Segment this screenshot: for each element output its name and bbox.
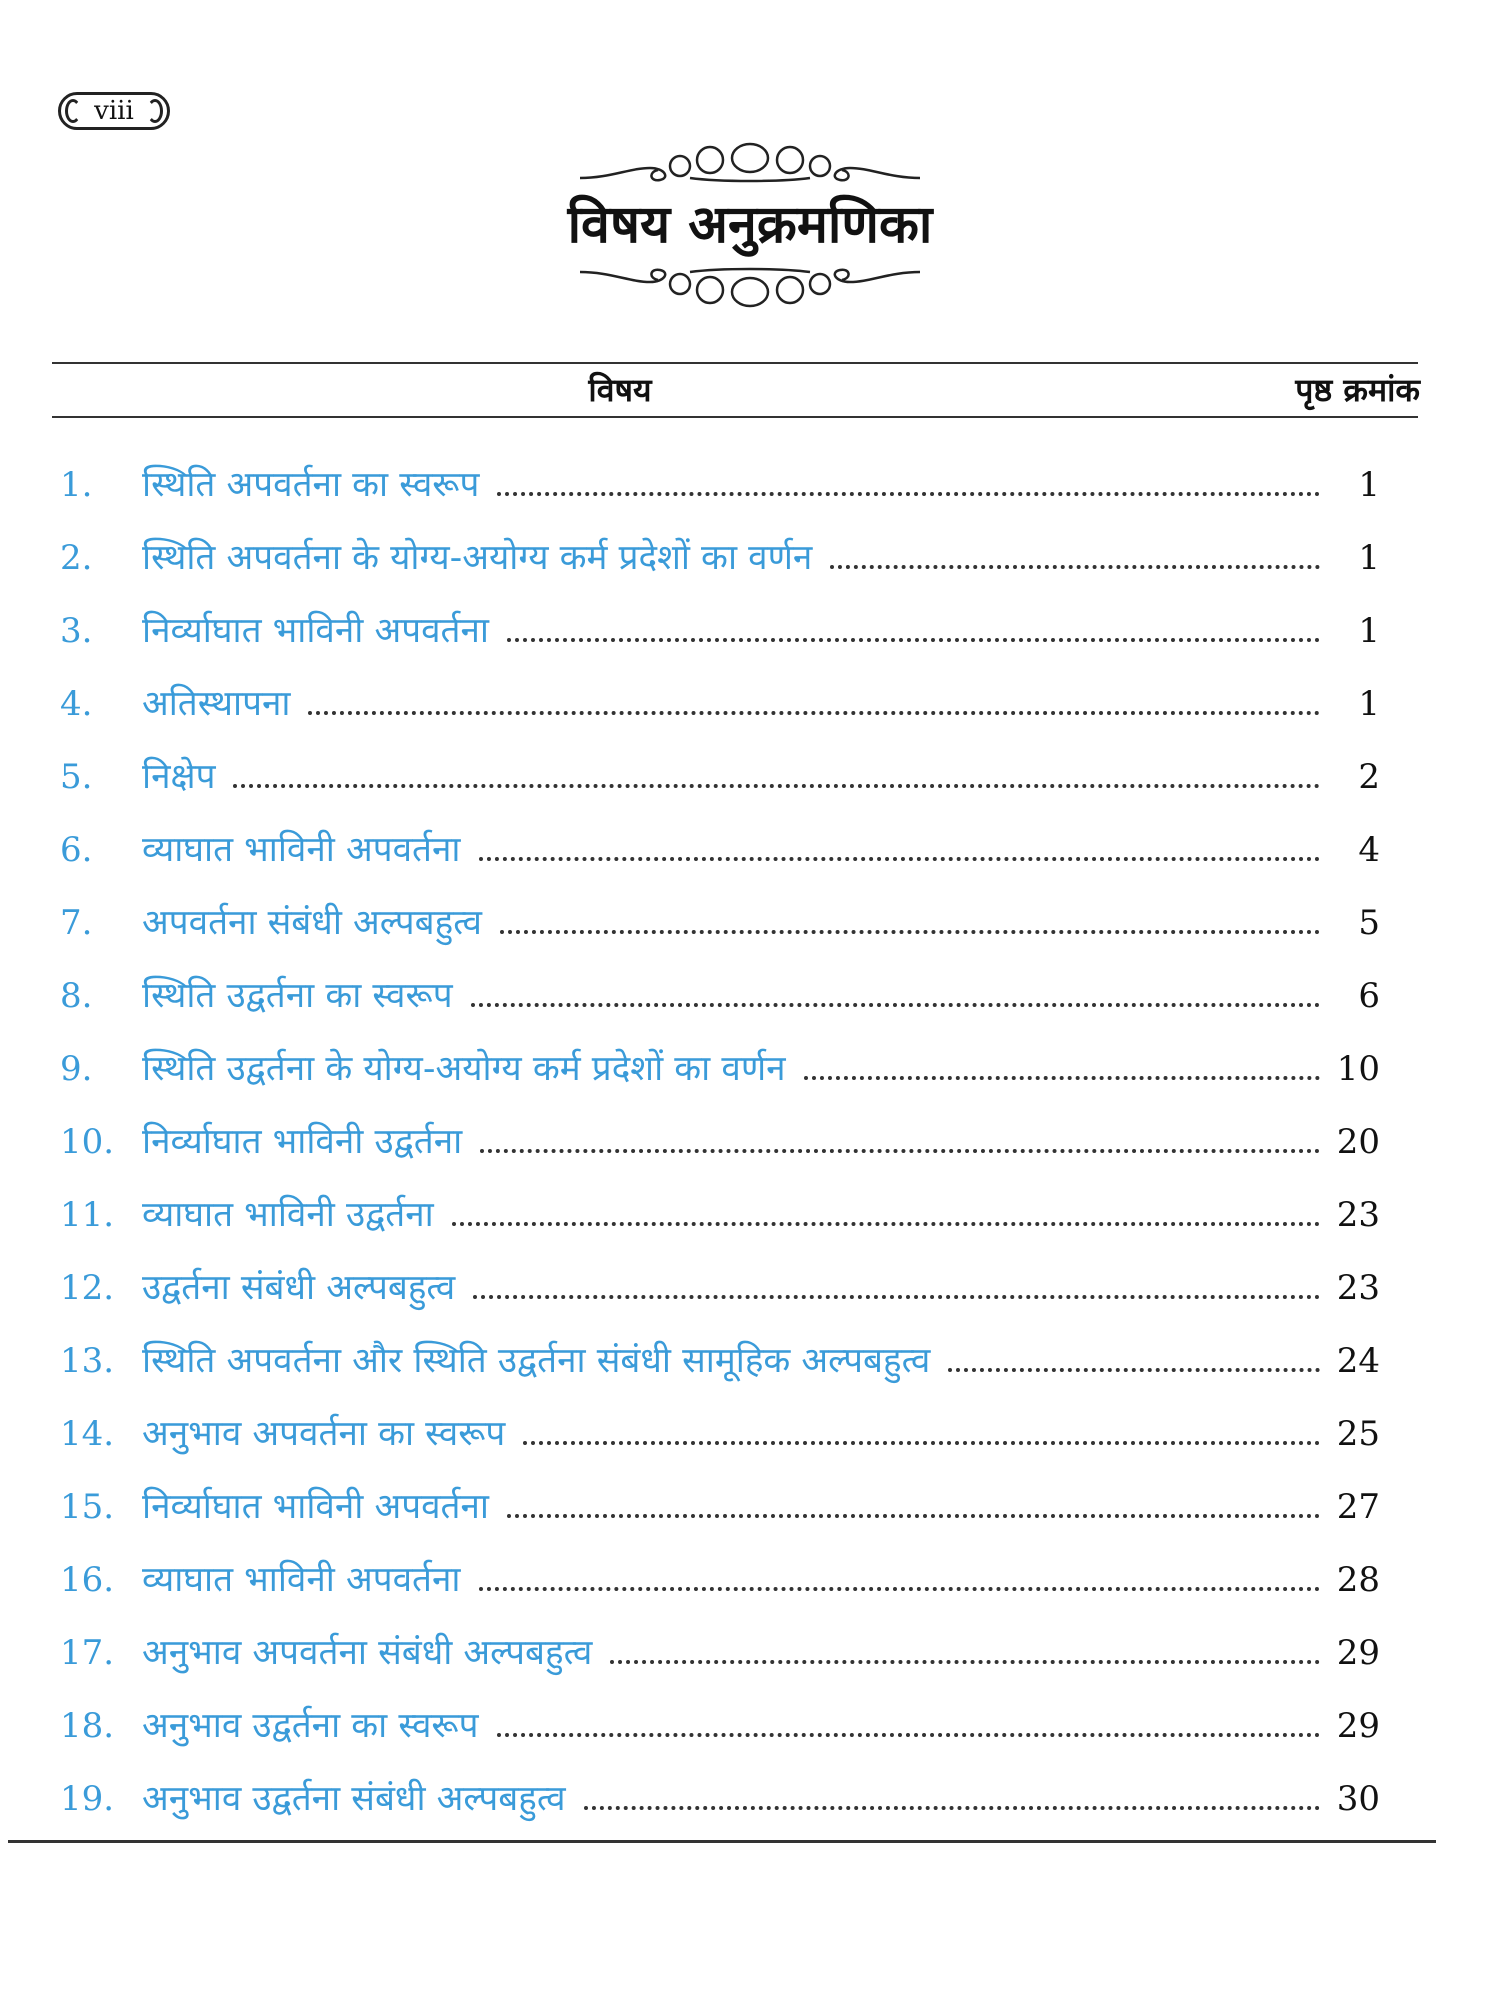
toc-entry-number: 10. bbox=[60, 1122, 115, 1162]
toc-entry-number: 5. bbox=[60, 757, 93, 797]
toc-entry-title: निर्व्याघात भाविनी उद्वर्तना bbox=[142, 1122, 463, 1162]
toc-entry bbox=[60, 1482, 1380, 1555]
toc-entry-page: 4 bbox=[1358, 830, 1380, 870]
toc-entry bbox=[60, 1701, 1380, 1774]
column-header-page: पृष्ठ क्रमांक bbox=[1295, 371, 1420, 409]
toc-entry-title: व्याघात भाविनी उद्वर्तना bbox=[142, 1195, 434, 1235]
toc-entry-title: निर्व्याघात भाविनी अपवर्तना bbox=[142, 611, 489, 651]
toc-entry-page: 23 bbox=[1336, 1268, 1380, 1308]
toc-dot-leader bbox=[497, 1733, 1320, 1737]
toc-entry-number: 15. bbox=[60, 1487, 115, 1527]
toc-dot-leader bbox=[500, 930, 1320, 934]
toc-entry-number: 18. bbox=[60, 1706, 115, 1746]
toc-dot-leader bbox=[830, 565, 1320, 569]
toc-entry bbox=[60, 752, 1380, 825]
toc-entry-title: निर्व्याघात भाविनी अपवर्तना bbox=[142, 1487, 489, 1527]
toc-entry-title: स्थिति उद्वर्तना का स्वरूप bbox=[142, 976, 453, 1016]
page-number: viii bbox=[94, 96, 134, 126]
toc-entry bbox=[60, 533, 1380, 606]
toc-entry-page: 29 bbox=[1336, 1706, 1380, 1746]
toc-entry bbox=[60, 1336, 1380, 1409]
toc-entry bbox=[60, 460, 1380, 533]
toc-entry-page: 10 bbox=[1336, 1049, 1380, 1089]
header-top-rule bbox=[52, 362, 1418, 364]
toc-entry-page: 25 bbox=[1336, 1414, 1380, 1454]
toc-entry-number: 6. bbox=[60, 830, 93, 870]
toc-dot-leader bbox=[948, 1368, 1320, 1372]
toc-entry bbox=[60, 898, 1380, 971]
header-bottom-rule bbox=[52, 416, 1418, 418]
toc-entry bbox=[60, 1628, 1380, 1701]
toc-entry bbox=[60, 1263, 1380, 1336]
toc-entry-title: अनुभाव अपवर्तना का स्वरूप bbox=[142, 1414, 506, 1454]
toc-entry-title: स्थिति अपवर्तना और स्थिति उद्वर्तना संबंधी सामूहिक अल्पबहुत्व bbox=[142, 1341, 931, 1381]
toc-entry-page: 1 bbox=[1358, 465, 1380, 505]
toc-dot-leader bbox=[497, 492, 1320, 496]
toc-entry-title: उद्वर्तना संबंधी अल्पबहुत्व bbox=[142, 1268, 456, 1308]
toc-entry-number: 16. bbox=[60, 1560, 115, 1600]
table-of-contents bbox=[60, 460, 1380, 1847]
toc-entry-page: 2 bbox=[1358, 757, 1380, 797]
toc-entry bbox=[60, 1044, 1380, 1117]
toc-entry-page: 5 bbox=[1358, 903, 1380, 943]
column-header-topic: विषय bbox=[588, 371, 652, 409]
toc-entry-number: 9. bbox=[60, 1049, 93, 1089]
toc-dot-leader bbox=[308, 711, 1320, 715]
toc-entry-title: स्थिति अपवर्तना के योग्य-अयोग्य कर्म प्रदेशों का वर्णन bbox=[142, 538, 813, 578]
toc-dot-leader bbox=[523, 1441, 1320, 1445]
toc-dot-leader bbox=[479, 1587, 1321, 1591]
toc-dot-leader bbox=[452, 1222, 1320, 1226]
toc-entry-page: 24 bbox=[1336, 1341, 1380, 1381]
toc-entry-page: 20 bbox=[1336, 1122, 1380, 1162]
toc-entry bbox=[60, 1409, 1380, 1482]
toc-entry-title: निक्षेप bbox=[142, 757, 216, 797]
toc-dot-leader bbox=[610, 1660, 1320, 1664]
toc-entry-number: 1. bbox=[60, 465, 93, 505]
toc-entry-number: 4. bbox=[60, 684, 93, 724]
toc-entry bbox=[60, 606, 1380, 679]
toc-dot-leader bbox=[479, 857, 1321, 861]
footer-rule bbox=[8, 1840, 1436, 1843]
toc-entry-page: 23 bbox=[1336, 1195, 1380, 1235]
toc-entry-number: 11. bbox=[60, 1195, 115, 1235]
toc-entry-page: 28 bbox=[1336, 1560, 1380, 1600]
toc-entry-page: 1 bbox=[1358, 538, 1380, 578]
toc-entry-page: 27 bbox=[1336, 1487, 1380, 1527]
bottom-ornament bbox=[570, 262, 930, 312]
toc-dot-leader bbox=[584, 1806, 1320, 1810]
toc-dot-leader bbox=[471, 1003, 1320, 1007]
toc-entry-title: स्थिति अपवर्तना का स्वरूप bbox=[142, 465, 480, 505]
toc-entry-number: 17. bbox=[60, 1633, 115, 1673]
toc-entry-title: अनुभाव उद्वर्तना का स्वरूप bbox=[142, 1706, 479, 1746]
toc-entry-number: 12. bbox=[60, 1268, 115, 1308]
toc-entry-number: 3. bbox=[60, 611, 93, 651]
toc-entry bbox=[60, 825, 1380, 898]
toc-entry-number: 2. bbox=[60, 538, 93, 578]
toc-entry bbox=[60, 1117, 1380, 1190]
toc-entry-title: अपवर्तना संबंधी अल्पबहुत्व bbox=[142, 903, 482, 943]
toc-entry bbox=[60, 971, 1380, 1044]
page-number-badge bbox=[58, 92, 170, 130]
toc-entry bbox=[60, 679, 1380, 752]
toc-entry-title: व्याघात भाविनी अपवर्तना bbox=[142, 830, 461, 870]
toc-dot-leader bbox=[233, 784, 1320, 788]
toc-entry-number: 8. bbox=[60, 976, 93, 1016]
top-ornament bbox=[570, 138, 930, 188]
toc-entry-page: 29 bbox=[1336, 1633, 1380, 1673]
toc-dot-leader bbox=[804, 1076, 1320, 1080]
toc-entry-page: 30 bbox=[1336, 1779, 1380, 1819]
toc-entry-number: 14. bbox=[60, 1414, 115, 1454]
toc-entry-page: 1 bbox=[1358, 684, 1380, 724]
toc-entry-page: 6 bbox=[1358, 976, 1380, 1016]
toc-entry-number: 7. bbox=[60, 903, 93, 943]
toc-entry-page: 1 bbox=[1358, 611, 1380, 651]
toc-dot-leader bbox=[480, 1149, 1320, 1153]
toc-dot-leader bbox=[507, 1514, 1320, 1518]
page-title: विषय अनुक्रमणिका bbox=[567, 195, 933, 255]
toc-entry-title: अनुभाव अपवर्तना संबंधी अल्पबहुत्व bbox=[142, 1633, 593, 1673]
toc-entry-title: अनुभाव उद्वर्तना संबंधी अल्पबहुत्व bbox=[142, 1779, 566, 1819]
toc-entry bbox=[60, 1190, 1380, 1263]
toc-entry-number: 19. bbox=[60, 1779, 115, 1819]
toc-entry bbox=[60, 1555, 1380, 1628]
toc-entry-number: 13. bbox=[60, 1341, 115, 1381]
toc-dot-leader bbox=[473, 1295, 1320, 1299]
toc-entry-title: स्थिति उद्वर्तना के योग्य-अयोग्य कर्म प्रदेशों का वर्णन bbox=[142, 1049, 786, 1089]
toc-entry bbox=[60, 1774, 1380, 1847]
toc-entry-title: व्याघात भाविनी अपवर्तना bbox=[142, 1560, 461, 1600]
toc-entry-title: अतिस्थापना bbox=[142, 684, 291, 724]
toc-dot-leader bbox=[507, 638, 1320, 642]
